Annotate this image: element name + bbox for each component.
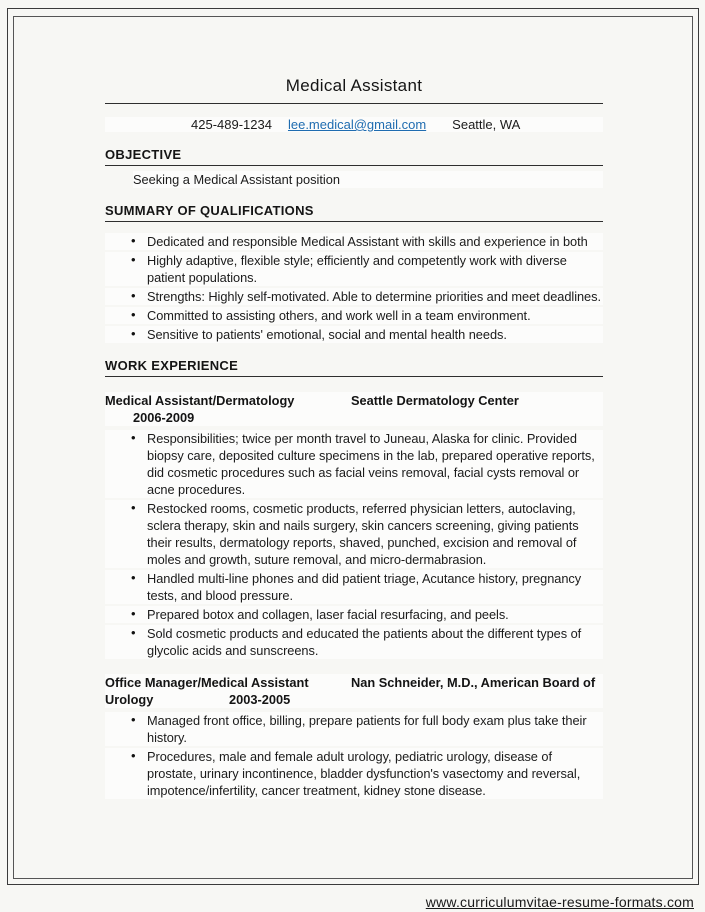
section-heading-experience: WORK EXPERIENCE xyxy=(105,358,603,377)
bullet-icon: • xyxy=(131,625,136,640)
list-item xyxy=(105,326,603,343)
bullet-icon: • xyxy=(131,606,136,621)
objective-text: Seeking a Medical Assistant position xyxy=(133,171,603,188)
section-heading-objective: OBJECTIVE xyxy=(105,147,603,166)
job-bullet-list xyxy=(105,430,603,659)
bullet-text: Prepared botox and collagen, laser facial resurfacing, and peels. xyxy=(147,607,509,622)
bullet-text: Sensitive to patients' emotional, social and mental health needs. xyxy=(147,327,507,342)
bullet-icon: • xyxy=(131,307,136,322)
bullet-icon: • xyxy=(131,233,136,248)
resume-content xyxy=(105,0,603,801)
list-item xyxy=(105,570,603,604)
list-item xyxy=(105,748,603,799)
contact-row xyxy=(105,117,603,132)
bullet-text: Managed front office, billing, prepare patients for full body exam plus take their history. xyxy=(147,713,587,745)
list-item xyxy=(105,252,603,286)
bullet-icon: • xyxy=(131,712,136,727)
job-dates: 2003-2005 xyxy=(229,692,291,707)
bullet-text: Responsibilities; twice per month travel to Juneau, Alaska for clinic. Provided biopsy care, deposited culture specimens in the lab, prepared operative reports, did cosmetic procedures such as facial veins removal, facial cysts removal or acne procedures. xyxy=(147,431,595,497)
list-item xyxy=(105,430,603,498)
footer-url[interactable]: www.curriculumvitae-resume-formats.com xyxy=(425,894,694,910)
bullet-icon: • xyxy=(131,288,136,303)
bullet-text: Restocked rooms, cosmetic products, referred physician letters, autoclaving, sclera therapy, skin and nails surgery, skin cancers screening, giving patients their results, dermatology reports, shaved, punched, excision and removal of moles and growth, suture removal, and micro-dermabrasion. xyxy=(147,501,579,567)
phone-number: 425-489-1234 xyxy=(191,117,272,132)
resume-title: Medical Assistant xyxy=(105,76,603,104)
location-text: Seattle, WA xyxy=(452,117,521,132)
bullet-icon: • xyxy=(131,748,136,763)
list-item xyxy=(105,233,603,250)
job-header-line xyxy=(105,674,603,691)
job-employer-wrap: Urology xyxy=(105,692,154,707)
job-title: Office Manager/Medical Assistant xyxy=(105,675,309,690)
bullet-icon: • xyxy=(131,570,136,585)
bullet-text: Dedicated and responsible Medical Assistant with skills and experience in both xyxy=(147,234,588,249)
job-entry-urology xyxy=(105,674,603,799)
list-item xyxy=(105,307,603,324)
list-item xyxy=(105,288,603,305)
job-header-line2 xyxy=(105,691,603,708)
job-bullet-list xyxy=(105,712,603,799)
list-item xyxy=(105,500,603,568)
list-item xyxy=(105,625,603,659)
job-entry-dermatology xyxy=(105,392,603,659)
job-dates: 2006-2009 xyxy=(133,410,195,425)
job-header-line xyxy=(105,392,603,409)
summary-bullet-list xyxy=(105,233,603,343)
job-employer: Seattle Dermatology Center xyxy=(351,393,519,408)
list-item xyxy=(105,712,603,746)
job-title: Medical Assistant/Dermatology xyxy=(105,393,295,408)
bullet-icon: • xyxy=(131,326,136,341)
bullet-text: Committed to assisting others, and work well in a team environment. xyxy=(147,308,531,323)
bullet-icon: • xyxy=(131,430,136,445)
bullet-icon: • xyxy=(131,252,136,267)
bullet-text: Sold cosmetic products and educated the patients about the different types of glycolic acids and sunscreens. xyxy=(147,626,582,658)
bullet-text: Handled multi-line phones and did patient triage, Acutance history, pregnancy tests, and blood pressure. xyxy=(147,571,582,603)
list-item xyxy=(105,606,603,623)
email-link[interactable]: lee.medical@gmail.com xyxy=(287,117,427,132)
bullet-icon: • xyxy=(131,500,136,515)
job-dates-line xyxy=(105,409,603,426)
section-heading-summary: SUMMARY OF QUALIFICATIONS xyxy=(105,203,603,222)
bullet-text: Procedures, male and female adult urology, pediatric urology, disease of prostate, urinary incontinence, bladder dysfunction's vasectomy and reversal, impotence/infertility, cancer treatment, kidney stone disease. xyxy=(147,749,581,798)
job-employer: Nan Schneider, M.D., American Board of xyxy=(351,675,596,690)
bullet-text: Strengths: Highly self-motivated. Able to determine priorities and meet deadlines. xyxy=(147,289,601,304)
bullet-text: Highly adaptive, flexible style; efficiently and competently work with diverse patient populations. xyxy=(147,253,567,285)
